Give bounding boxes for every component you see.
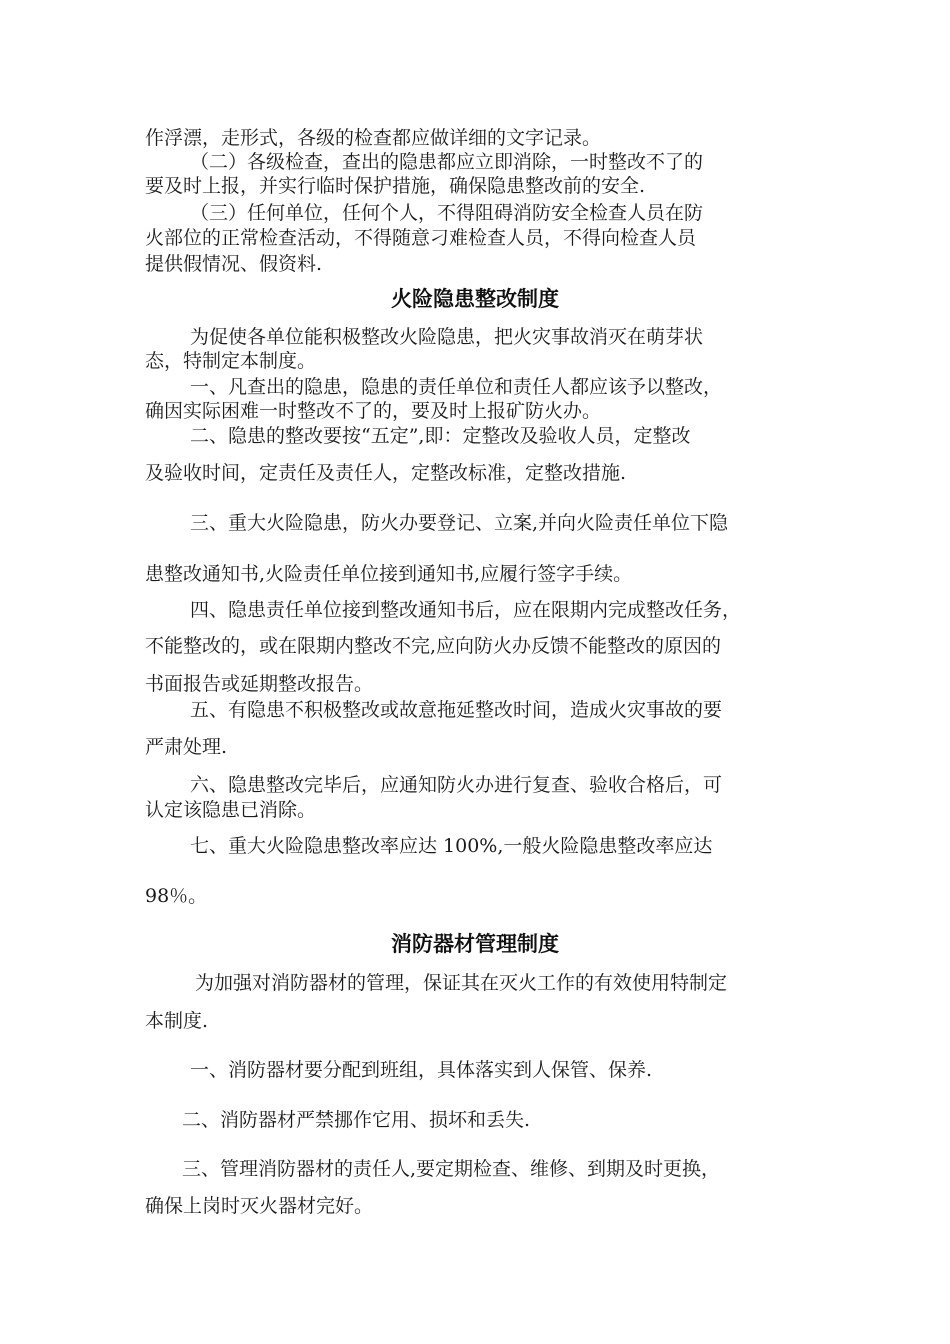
paragraph-line: 七、重大火险隐患整改率应达 100%,一般火险隐患整改率应达 [190, 835, 713, 857]
paragraph-line: 不能整改的，或在限期内整改不完,应向防火办反馈不能整改的原因的 [145, 635, 722, 657]
paragraph-line: 要及时上报，并实行临时保护措施，确保隐患整改前的安全. [145, 175, 646, 197]
paragraph-line: 三、重大火险隐患，防火办要登记、立案,并向火险责任单位下隐 [190, 512, 729, 534]
paragraph-line: 为加强对消防器材的管理，保证其在灭火工作的有效使用特制定 [195, 972, 728, 994]
paragraph-line: 六、隐患整改完毕后，应通知防火办进行复查、验收合格后，可 [190, 774, 723, 796]
paragraph-line: 三、管理消防器材的责任人,要定期检查、维修、到期及时更换， [182, 1158, 721, 1180]
section-title: 火险隐患整改制度 [391, 287, 559, 311]
paragraph-line: 五、有隐患不积极整改或故意拖延整改时间，造成火灾事故的要 [190, 699, 723, 721]
paragraph-line: 作浮漂，走形式，各级的检查都应做详细的文字记录。 [145, 127, 602, 149]
paragraph-line: 及验收时间，定责任及责任人，定整改标准，定整改措施. [145, 462, 627, 484]
paragraph-line: 患整改通知书,火险责任单位接到通知书,应履行签字手续。 [145, 563, 633, 585]
paragraph-line: （二）各级检查，查出的隐患都应立即消除，一时整改不了的 [190, 151, 704, 173]
paragraph-line: 四、隐患责任单位接到整改通知书后，应在限期内完成整改任务， [190, 599, 742, 621]
paragraph-line: 书面报告或延期整改报告。 [145, 673, 374, 695]
paragraph-line: 认定该隐患已消除。 [145, 799, 317, 821]
paragraph-line: 提供假情况、假资料. [145, 253, 323, 275]
paragraph-line: 二、消防器材严禁挪作它用、损坏和丢失. [182, 1109, 531, 1131]
paragraph-line: 确保上岗时灭火器材完好。 [145, 1195, 374, 1217]
paragraph-line: 98％。 [145, 885, 208, 907]
paragraph-line: 火部位的正常检查活动，不得随意刁难检查人员，不得向检查人员 [145, 227, 697, 249]
paragraph-line: 二、隐患的整改要按“五定”,即：定整改及验收人员，定整改 [190, 425, 691, 447]
paragraph-line: 一、凡查出的隐患，隐患的责任单位和责任人都应该予以整改， [190, 376, 723, 398]
paragraph-line: 态，特制定本制度。 [145, 350, 317, 372]
paragraph-line: 严肃处理. [145, 736, 228, 758]
section-title: 消防器材管理制度 [391, 932, 559, 956]
paragraph-line: 一、消防器材要分配到班组，具体落实到人保管、保养. [190, 1059, 653, 1081]
paragraph-line: 为促使各单位能积极整改火险隐患，把火灾事故消灭在萌芽状 [190, 326, 704, 348]
paragraph-line: （三）任何单位，任何个人，不得阻碍消防安全检查人员在防 [190, 202, 704, 224]
paragraph-line: 确因实际困难一时整改不了的，要及时上报矿防火办。 [145, 400, 602, 422]
paragraph-line: 本制度. [145, 1010, 209, 1032]
